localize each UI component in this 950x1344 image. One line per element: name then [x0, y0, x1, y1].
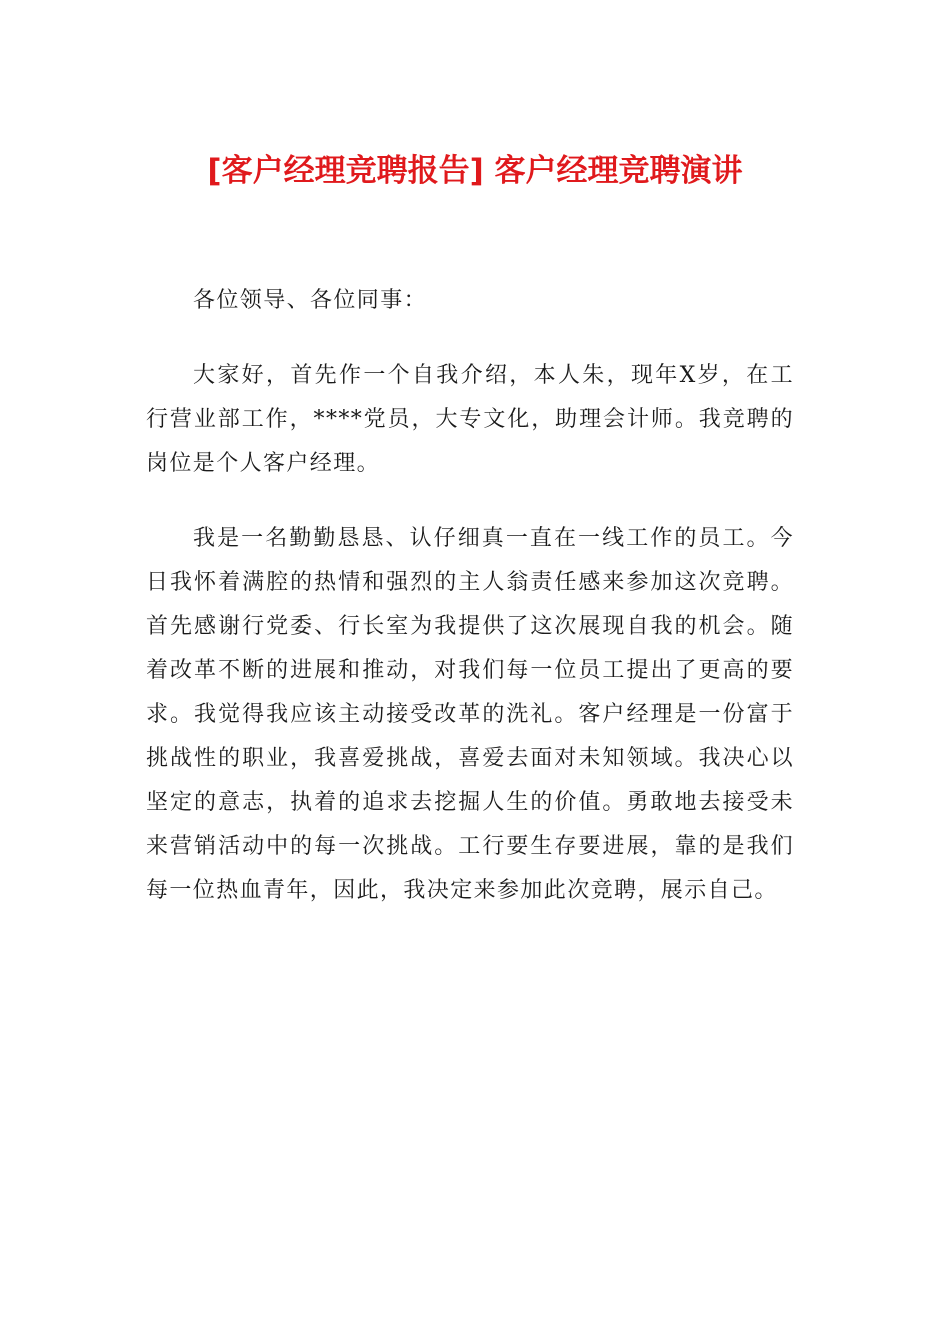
- document-title: [客户经理竞聘报告] 客户经理竞聘演讲: [207, 153, 743, 189]
- paragraph-salutation: 各位领导、各位同事：: [193, 288, 428, 313]
- document-body: [146, 279, 794, 913]
- paragraph-motivation: 我是一名勤勤恳恳、认仔细真一直在一线工作的员工。今日我怀着满腔的热情和强烈的主人翁责任感来参加这次竞聘。首先感谢行党委、行长室为我提供了这次展现自我的机会。随着改革不断的进展和推动，对我们每一位员工提出了更高的要求。我觉得我应该主动接受改革的洗礼。客户经理是一份富于挑战性的职业，我喜爱挑战，喜爱去面对未知领域。我决心以坚定的意志，执着的追求去挖掘人生的价值。勇敢地去接受未来营销活动中的每一次挑战。工行要生存要进展，靠的是我们每一位热血青年，因此，我决定来参加此次竞聘，展示自己。: [146, 526, 794, 903]
- paragraph-introduction: 大家好，首先作一个自我介绍，本人朱，现年X岁，在工行营业部工作，****党员，大专文化，助理会计师。我竞聘的岗位是个人客户经理。: [146, 363, 794, 476]
